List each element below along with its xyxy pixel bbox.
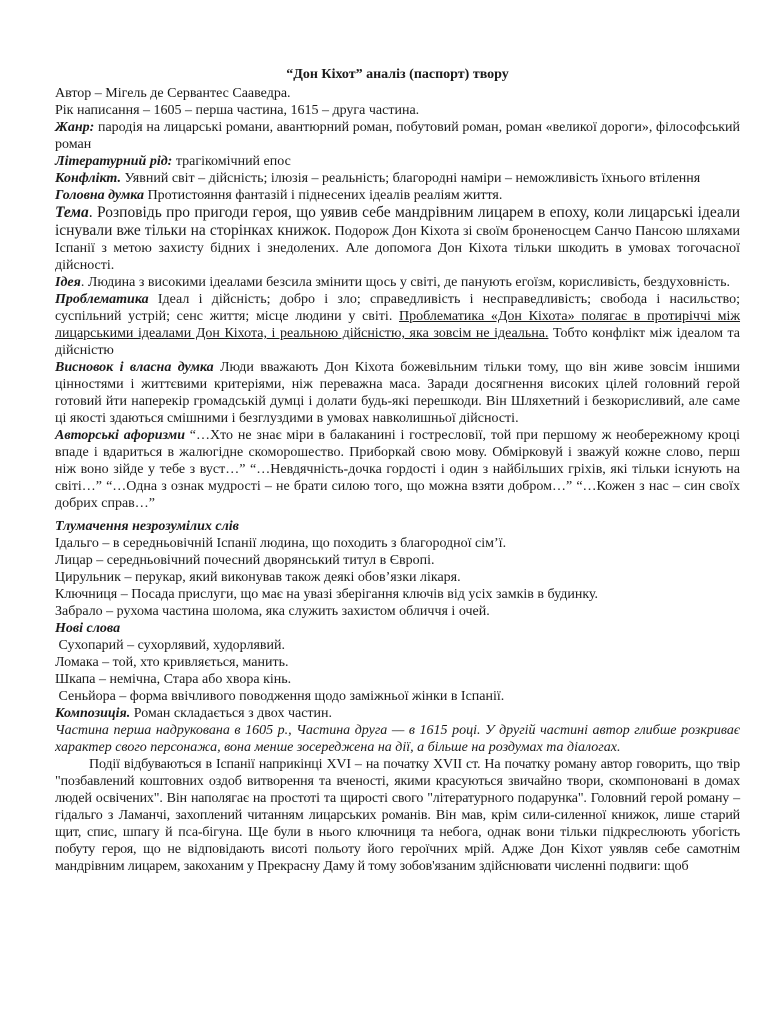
theme-text: Подорож Дон Кіхота зі своїм броненосцем Санчо Пансою шляхами Іспанії з метою захисту бідних і знедолених. Але допомога Дон Кіхота тільки шкодить в умовах тогочасної дійсності. (55, 224, 740, 273)
new-words-heading: Нові слова (55, 621, 121, 636)
composition-line (55, 705, 740, 722)
genre-label: Жанр: (55, 120, 95, 135)
new-word-item: Сухопарий – сухорлявий, худорлявий. (55, 638, 286, 653)
new-word-item: Сеньйора – форма ввічливого поводження щодо заміжньої жінки в Іспанії. (55, 689, 505, 704)
problems-underlined: Проблематика «Дон Кіхота» полягає в протиріччі між лицарськими ідеалами Дон Кіхота, і реальною дійсністю, яка зовсім не ідеальна. (55, 309, 741, 341)
lit-kind-text: трагікомічний епос (172, 154, 291, 169)
conflict-text: Уявний світ – дійсність; ілюзія – реальність; благородні наміри – неможливість їхнього втілення (120, 171, 701, 186)
lit-kind-label: Літературний рід: (55, 154, 173, 169)
main-idea-label: Головна думка (55, 188, 145, 203)
body-paragraph: Події відбуваються в Іспанії наприкінці XVI – на початку XVII ст. На початку роману автор говорить, що твір "позбавлений коштовних оздоб витворення та вченості, якими красуються звичайно твори, скомпоновані в домах людей освічених". Він наполягає на простоті та щирості свого "літературного подарунка". Головний герой роману – гідальго з Ламанчі, захоплений читанням лицарських романів. Він мав, крім сили-силенної книжок, лише старий щит, спис, шпагу й пса-бігуна. Ще були в нього ключниця та небога, однак вони тільки підкреслюють убогість побуту героя, що не відповідають висоті польоту його героїчних мрій. Адже Дон Кіхот уявляв себе самотнім мандрівним лицарем, закоханим у Прекрасну Даму й тому зобов'язаним здійснювати численні подвиги: щоб (55, 757, 740, 874)
glossary-item: Ідальго – в середньовічній Іспанії людина, що походить з благородної сім’ї. (55, 536, 507, 551)
glossary-item: Ключниця – Посада прислуги, що має на увазі зберігання ключів від усіх замків в будинку. (55, 587, 599, 602)
problems-paragraph (55, 291, 740, 359)
conclusion-label: Висновок і власна думка (55, 360, 214, 375)
idea-text: . Людина з високими ідеалами безсила змінити щось у світі, де панують егоїзм, корисливість, бездуховність. (80, 275, 730, 290)
aphorisms-label: Авторські афоризми (55, 428, 185, 443)
composition-text: Роман складається з двох частин. (130, 706, 333, 721)
glossary-heading: Тлумачення незрозумілих слів (55, 519, 239, 534)
main-idea-text: Протистояння фантазій і піднесених ідеалів реаліям життя. (144, 188, 503, 203)
glossary-item: Лицар – середньовічний почесний дворянський титул в Європі. (55, 553, 435, 568)
main-idea-line (55, 187, 740, 204)
genre-line (55, 119, 740, 153)
author-line: Автор – Мігель де Сервантес Сааведра. (55, 86, 291, 101)
conclusion-text: Люди вважають Дон Кіхота божевільним тільки тому, що він живе зовсім іншими цінностями і життєвими критеріями, ніж переважна маса. Заради досягнення високих цілей головний герой готовий йти наперекір громадській думці і долати будь-які перешкоди. Він Шляхетний і безкорисливий, але саме ці якості здаються смішними і безглуздими в умовах навколишньої дійсності. (55, 360, 740, 426)
glossary-item: Цирульник – перукар, який виконував також деякі обов’язки лікаря. (55, 570, 461, 585)
theme-label: Тема (55, 204, 89, 221)
parts-note: Частина перша надрукована в 1605 р., Частина друга — в 1615 році. У другій частині автор глибше розкриває характер свого персонажа, вона менше зосереджена на дії, а більше на роздумах та діалогах. (55, 723, 740, 755)
glossary-item: Забрало – рухома частина шолома, яка служить захистом обличчя і очей. (55, 604, 490, 619)
conclusion-paragraph (55, 359, 740, 427)
lit-kind-line (55, 153, 740, 170)
theme-highlight: . Розповідь про пригоди героя, що уявив себе мандрівним лицарем в епоху, коли лицарські ідеали існували вже тільки на сторінках книжок. (55, 204, 740, 239)
problems-label: Проблематика (55, 292, 149, 307)
new-word-item: Ломака – той, хто кривляється, манить. (55, 655, 289, 670)
genre-text: пародія на лицарські романи, авантюрний роман, побутовий роман, роман «великої дороги», філософський роман (55, 120, 740, 152)
problems-tail: Тобто конфлікт між ідеалом та дійсністю (55, 326, 740, 358)
aphorisms-paragraph (55, 427, 740, 512)
year-line: Рік написання – 1605 – перша частина, 1615 – друга частина. (55, 103, 420, 118)
conflict-label: Конфлікт. (55, 171, 121, 186)
composition-label: Композиція. (55, 706, 131, 721)
idea-paragraph (55, 274, 740, 291)
conflict-line (55, 170, 740, 187)
idea-label: Ідея (55, 275, 81, 290)
document-title: “Дон Кіхот” аналіз (паспорт) твору (286, 67, 509, 82)
aphorisms-text: “…Хто не знає міри в балаканині і гостресловії, той при першому ж необережному кроці впаде і вдариться в жалюгідне скоморошество. Приборкай свою мову. Обмірковуй і зважуй кожне слово, перш ніж воно зійде у тебе з вуст…” “…Невдячність-дочка гордості і один з найбільших гріхів, які тільки існують на світі…” “…Одна з ознак мудрості – не брати силою того, що можна взяти добром…” “…Кожен з нас – син своїх добрих справ…” (55, 428, 740, 511)
problems-text: Ідеал і дійсність; добро і зло; справедливість і несправедливість; свобода і насильство; суспільний устрій; сенс життя; місце людини у світі. (55, 292, 740, 324)
theme-paragraph (55, 204, 740, 274)
new-word-item: Шкапа – немічна, Стара або хвора кінь. (55, 672, 292, 687)
